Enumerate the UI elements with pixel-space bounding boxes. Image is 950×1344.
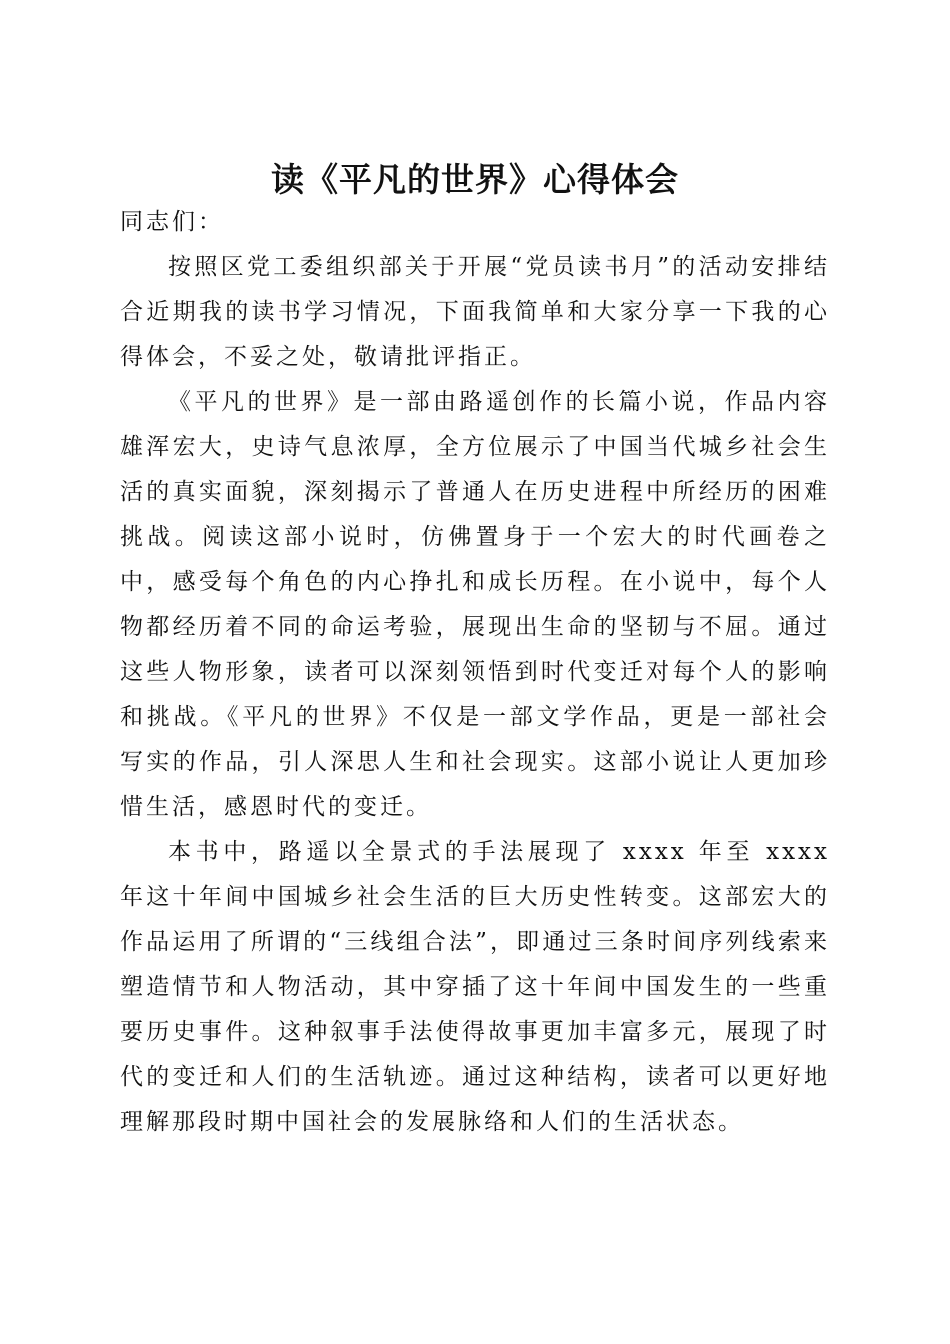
salutation: 同志们： [120, 209, 224, 235]
paragraph-narrative-structure: 本书中，路遥以全景式的手法展现了 xxxx 年至 xxxx 年这十年间中国城乡社会生活的巨大历史性转变。这部宏大的作品运用了所谓的“三线组合法”，即通过三条时间序列线索来塑造情节和人物活动，其中穿插了这十年间中国发生的一些重要历史事件。这种叙事手法使得故事更加丰富多元，展现了时代的变迁和人们的生活轨迹。通过这种结构，读者可以更好地理解那段时期中国社会的发展脉络和人们的生活状态。 [120, 839, 830, 1135]
document-title: 读《平凡的世界》心得体会 [271, 160, 679, 200]
paragraph-intro: 按照区党工委组织部关于开展“党员读书月”的活动安排结合近期我的读书学习情况，下面我简单和大家分享一下我的心得体会，不妥之处，敬请批评指正。 [120, 254, 830, 370]
paragraph-book-overview: 《平凡的世界》是一部由路遥创作的长篇小说，作品内容雄浑宏大，史诗气息浓厚，全方位展示了中国当代城乡社会生活的真实面貌，深刻揭示了普通人在历史进程中所经历的困难挑战。阅读这部小说时，仿佛置身于一个宏大的时代画卷之中，感受每个角色的内心挣扎和成长历程。在小说中，每个人物都经历着不同的命运考验，展现出生命的坚韧与不屈。通过这些人物形象，读者可以深刻领悟到时代变迁对每个人的影响和挑战。《平凡的世界》不仅是一部文学作品，更是一部社会写实的作品，引人深思人生和社会现实。这部小说让人更加珍惜生活，感恩时代的变迁。 [120, 389, 830, 820]
document-body [120, 200, 830, 1145]
